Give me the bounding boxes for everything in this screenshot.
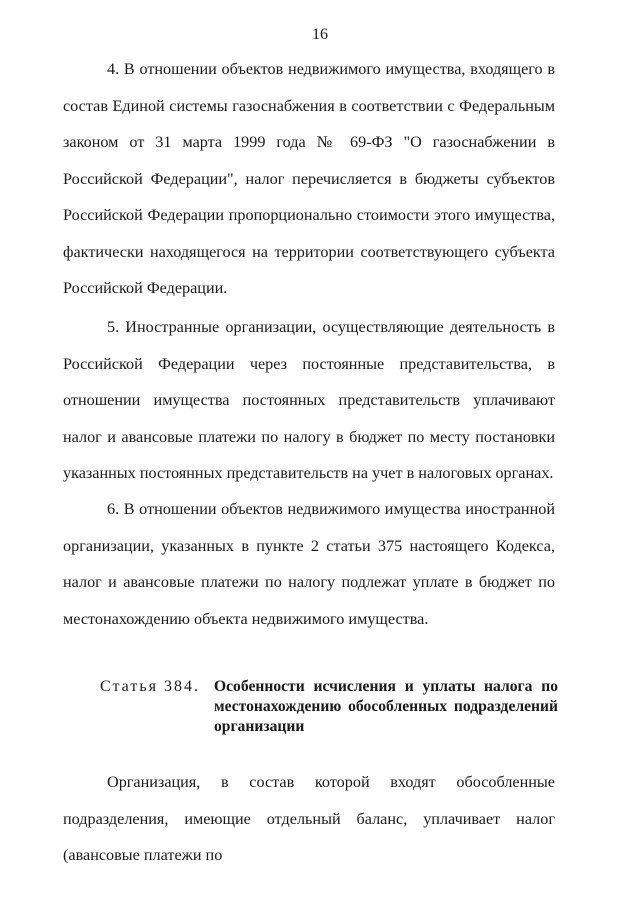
paragraph-6: 6. В отношении объектов недвижимого имущества иностранной организации, указанных в пункте 2 статьи 375 настоящего Кодекса, налог и авансовые платежи по налогу подлежат уплате в бюджет по местонахождению объекта недвижимого имущества.: [63, 500, 555, 628]
article-paragraph: Организация, в состав которой входят обособленные подразделения, имеющие отдельный баланс, уплачивает налог (авансовые платежи по: [63, 773, 555, 864]
article-label: Статья 384.: [100, 678, 200, 695]
paragraph-5: 5. Иностранные организации, осуществляющие деятельность в Российской Федерации через постоянные представительства, в отношении имущества постоянных представительств уплачивают налог и авансовые платежи по налогу в бюджет по месту постановки указанных постоянных представительств на учет в налоговых органах.: [63, 318, 555, 482]
article-title: Особенности исчисления и уплаты налога по местонахождению обособленных подразделений организации: [214, 678, 558, 735]
page-number: 16: [312, 26, 328, 43]
paragraph-4: 4. В отношении объектов недвижимого имущества, входящего в состав Единой системы газоснабжения в соответствии с Федеральным законом от 31 марта 1999 года № 69-ФЗ "О газоснабжении в Российской Федерации", налог перечисляется в бюджеты субъектов Российской Федерации пропорционально стоимости этого имущества, фактически находящегося на территории соответствующего субъекта Российской Федерации.: [63, 60, 555, 297]
